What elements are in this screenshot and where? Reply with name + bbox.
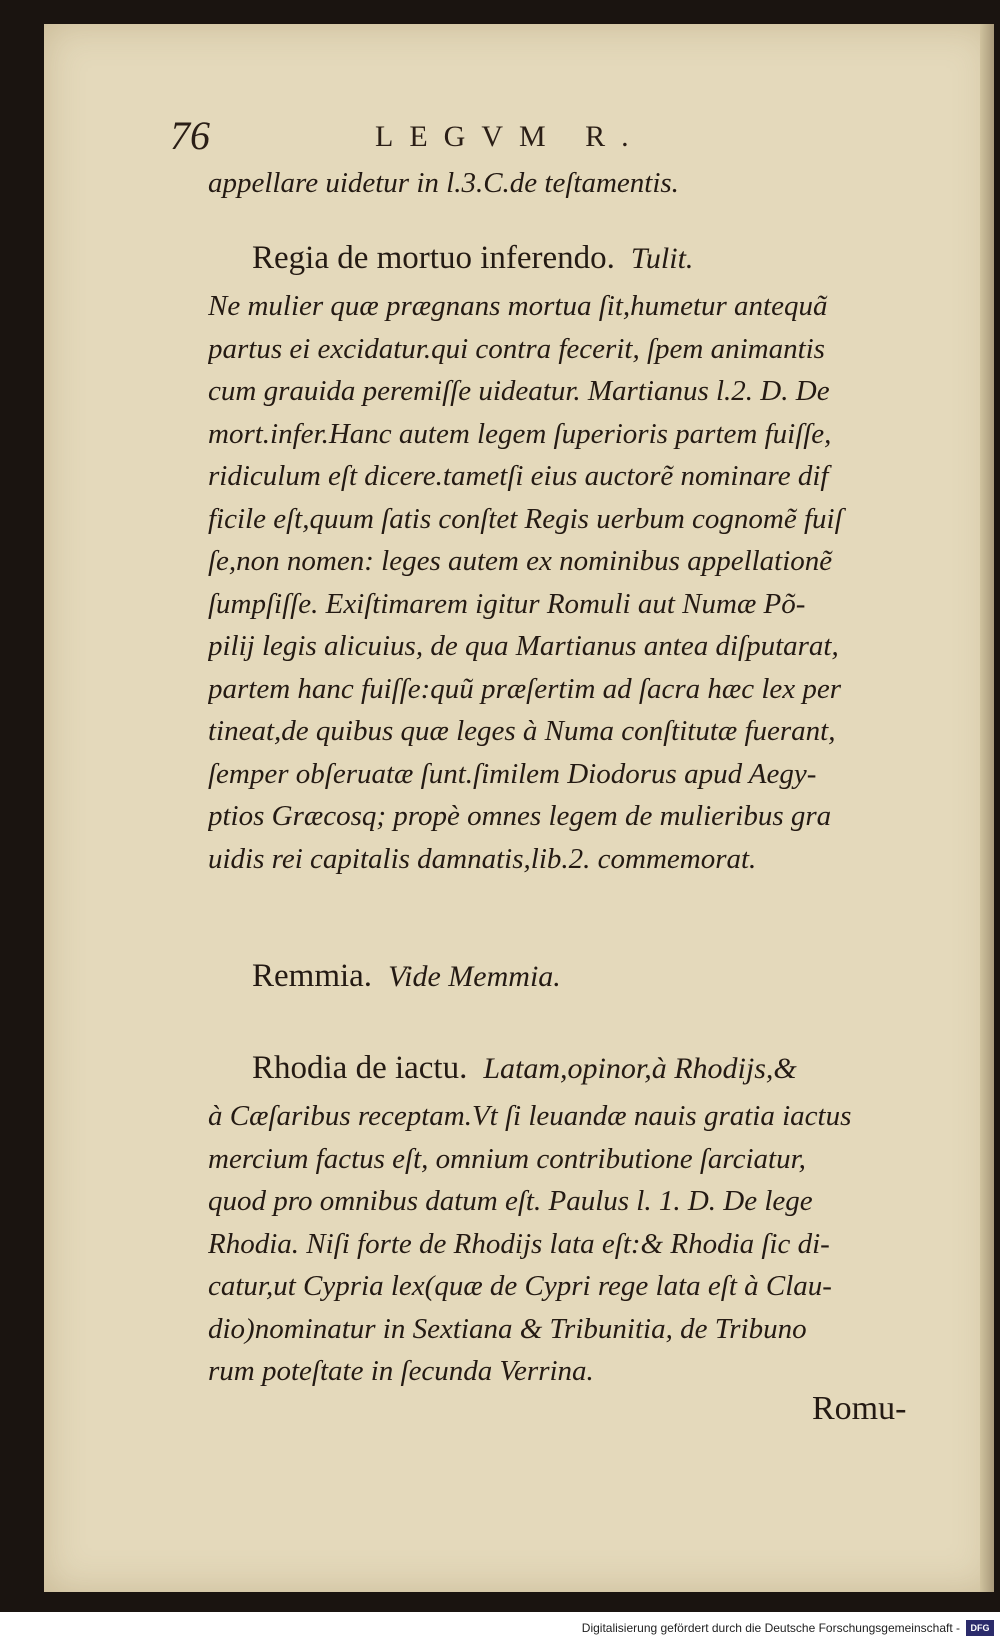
text-line: cum grauida peremiſſe uideatur. Martianus l.2. D. De bbox=[208, 375, 830, 407]
heading-rhodia-tag: Latam,opinor,à Rhodijs,& bbox=[483, 1052, 797, 1085]
text-line: ſemper obſeruatæ ſunt.ſimilem Diodorus apud Aegy- bbox=[208, 757, 817, 790]
text-line: uidis rei capitalis damnatis,lib.2. commemorat. bbox=[208, 842, 757, 875]
text-line: mercium factus eſt, omnium contributione ſarciatur, bbox=[208, 1142, 806, 1175]
text-line: catur,ut Cypria lex(quæ de Cypri rege lata eſt à Clau- bbox=[208, 1270, 832, 1302]
digitization-credit: Digitalisierung gefördert durch die Deutsche Forschungsgemeinschaft - bbox=[0, 1612, 1000, 1644]
rhodia-body bbox=[208, 1095, 946, 1393]
catchword: Romu- bbox=[812, 1390, 907, 1427]
heading-regia bbox=[252, 240, 693, 277]
text-line: ficile eſt,quum ſatis conſtet Regis uerbum cognomẽ fuiſ bbox=[208, 502, 843, 535]
text-line: à Cæſaribus receptam.Vt ſi leuandæ nauis gratia iactus bbox=[208, 1100, 852, 1132]
heading-remmia bbox=[252, 958, 561, 995]
heading-remmia-title: Remmia. bbox=[252, 958, 373, 994]
regia-body bbox=[208, 285, 946, 880]
page-number: 76 bbox=[170, 113, 210, 158]
text-line: pilij legis alicuius, de qua Martianus antea diſputarat, bbox=[208, 630, 839, 662]
heading-regia-tag: Tulit. bbox=[630, 242, 694, 275]
text-line: mort.infer.Hanc autem legem ſuperioris partem fuiſſe, bbox=[208, 417, 832, 450]
running-title: LEGVM R. bbox=[375, 120, 645, 153]
text-line: tineat,de quibus quæ leges à Numa conſtitutæ fuerant, bbox=[208, 715, 836, 747]
text-line: quod pro omnibus datum eſt. Paulus l. 1. D. De lege bbox=[208, 1185, 813, 1217]
page-edge bbox=[980, 24, 994, 1592]
text-line: partem hanc fuiſſe:quũ præſertim ad ſacra hæc lex per bbox=[208, 672, 842, 705]
text-line: ridiculum eſt dicere.tametſi eius auctorẽ nominare dif bbox=[208, 460, 829, 492]
text-line: dio)nominatur in Sextiana & Tribunitia, de Tribuno bbox=[208, 1312, 807, 1345]
text-line: Ne mulier quæ prægnans mortua ſit,humetur antequã bbox=[208, 290, 828, 322]
text-line: ſumpſiſſe. Exiſtimarem igitur Romuli aut Numæ Põ- bbox=[208, 587, 806, 620]
dfg-logo: DFG bbox=[966, 1620, 994, 1636]
text-line: rum poteſtate in ſecunda Verrina. bbox=[208, 1355, 594, 1387]
text-line: Rhodia. Niſi forte de Rhodijs lata eſt:& Rhodia ſic di- bbox=[208, 1227, 830, 1260]
text-line: ſe,non nomen: leges autem ex nominibus appellationẽ bbox=[208, 545, 833, 577]
text-line: partus ei excidatur.qui contra fecerit, ſpem animantis bbox=[208, 332, 825, 365]
heading-remmia-tag: Vide Memmia. bbox=[388, 960, 561, 993]
heading-regia-title: Regia de mortuo inferendo. bbox=[252, 240, 615, 276]
heading-rhodia-title: Rhodia de iactu. bbox=[252, 1050, 468, 1086]
intro-line: appellare uidetur in l.3.C.de teſtamentis. bbox=[208, 167, 679, 199]
intro-line-block bbox=[208, 162, 946, 205]
heading-rhodia bbox=[252, 1050, 797, 1087]
text-line: ptios Græcosq; propè omnes legem de mulieribus gra bbox=[208, 800, 832, 832]
